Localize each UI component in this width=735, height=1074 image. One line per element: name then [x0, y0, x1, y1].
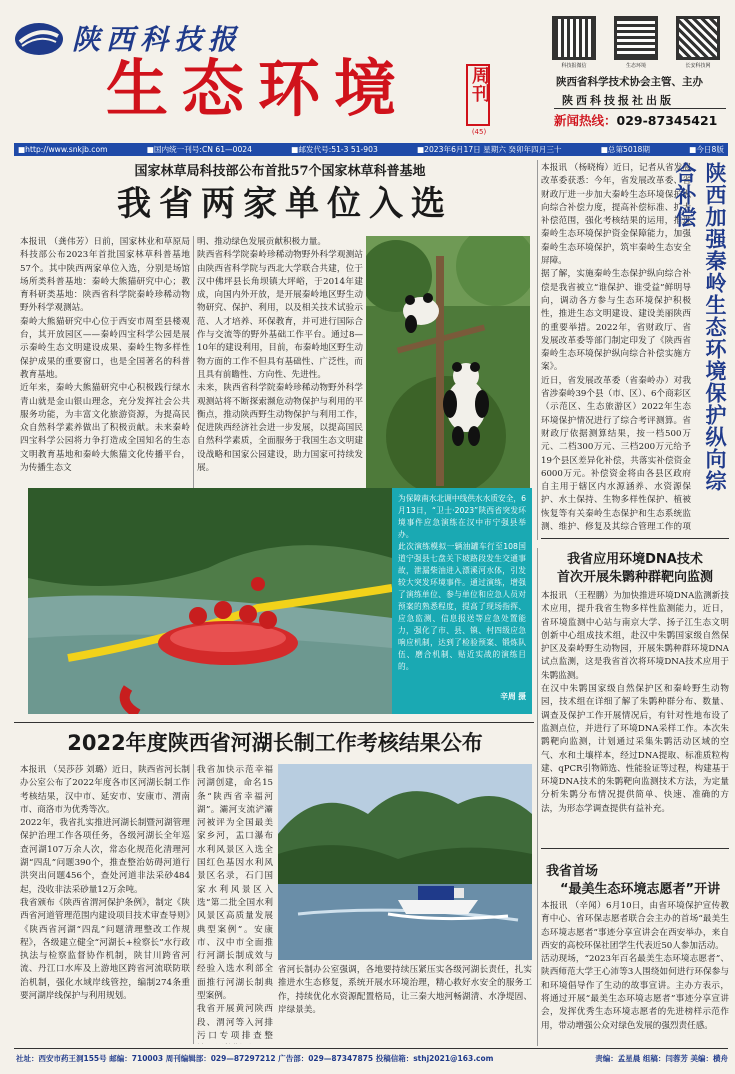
info-bar — [14, 143, 728, 156]
photo-credit: 辛周 摄 — [500, 692, 526, 701]
volunteer-article: 本报讯 （辛闻）6月10日，由省环境保护宣传教育中心、省环保志愿者联合会主办的首场“最美生态环境志愿者”事迹分享宣讲会在西安举办，来自西安的高校环保社团学生代表近50人参加活动。 活动现场，“2023年百名最美生态环境志愿者”、陕西师范大学王心沛等3人围绕如何进行环保参与和环境倡导作了生动的故事宣讲。主办方表示，将通过开展“最美生态环境志愿者”事迹分享宣讲会，发挥优秀生态环境志愿者的先进榜样示范作用，带动增强公众对绿色发展的强烈责任感。 — [541, 901, 729, 1031]
publisher-line-1: 陕西省科学技术协会主管、主办 — [556, 76, 703, 88]
qr-code-icon — [676, 16, 720, 60]
footer-address: 社址：西安市药王洞155号 邮编：710003 周刊编辑部：029—87297212 广告部：029—87347875 投稿信箱：sthj2021@163.com — [16, 1054, 494, 1063]
lead-article-col2: 明、推动绿色发展贡献积极力量。 陕西省科学院秦岭珍稀动物野外科学观测站由陕西省科学院与西北大学联合共建，位于汉中佛坪县长角坝镇大坪峪，于2014年建成，向国内外开放，是开展秦岭地区野生动物研究、保护、利用，以及相关技术试验示范、人才培养、环保教育，并可进行国际合作与交流等的野外基础工作平台。通过8—10年的建设利用，目前，布秦岭地区野生动物方面的工作不但具有基础性、广泛性，而且具有前瞻性、方向性、先进性。 未来，陕西省科学院秦岭珍稀动物野外科学观测站将不断探索濒危动物保护与利用的平衡点，推动陕西野生动物保护与利用工作，促进陕西经济社会进一步发展，以提高国民自然科学素质，全面服务于我国生态文明建设战略和国家公园建设，助力国家可持续发展。 — [197, 237, 363, 474]
footer-editors: 责编：孟星晨 组稿：闫蓉芳 美编：横舟 — [595, 1054, 728, 1063]
dna-headline-line1: 我省应用环境DNA技术 — [567, 552, 703, 567]
photo-caption: 为保障南水北调中线供水水质安全，6月13日，“卫士·2023”陕西省突发环境事件应急演练在汉中市宁强县举办。 此次演练模拟一辆油罐车行至108国道宁强县七盘关下坡路段发生交通事故，泄漏柴油进入漂溪河水体，引发较大突发环境事件。通过演练，增强了演练单位、参与单位和应急人员对预案的熟悉程度，提高了现场指挥、应急监测、信息报送等应急处置能力，强化了市、县、镇、村四级应急响应机制，达到了检验预案、锻炼队伍、磨合机制、贴近实战的演练目的。 — [398, 494, 526, 671]
river-patrol-photo — [278, 764, 532, 960]
qr-code-icon — [552, 16, 596, 60]
publisher-line-2: 陕西科技报社出版 — [562, 94, 674, 107]
lead-kicker: 国家林草局科技部公布首批57个国家林草科普基地 — [134, 164, 426, 179]
info-postal-code: ■邮发代号:51-3 51-903 — [291, 145, 378, 154]
qr-code-group — [552, 16, 724, 72]
info-pages: ■今日8版 — [689, 145, 724, 154]
hotline — [554, 111, 730, 129]
river-article-col3: 省河长制办公室强调，各地要持续压紧压实各级河湖长责任，扎实推进水生态修复，系统开展水环境治理，精心救好水安全的服务工作，持续优化水资源配置格局，让三秦大地河畅湖清、水净堤固、岸绿景美。 — [278, 965, 532, 1015]
hotline-rule — [554, 108, 726, 109]
compensation-headline: 陕西加强秦岭生态环境保护纵向综合补偿 — [673, 162, 728, 492]
dna-headline-line2: 首次开展朱鹮种群靶向监测 — [556, 570, 713, 585]
info-website[interactable]: ■http://www.snkjb.com — [18, 145, 108, 154]
qr-label: 长安科技网 — [685, 63, 711, 69]
qr-code-icon — [614, 16, 658, 60]
info-cn-number: ■国内统一刊号:CN 61—0024 — [146, 145, 252, 154]
weekly-label-box — [466, 64, 490, 126]
hotline-label: 新闻热线： — [554, 113, 617, 128]
paper-name: 陕西科技报 — [72, 23, 243, 56]
photo-caption-box — [392, 488, 532, 714]
paper-logo-icon — [14, 22, 64, 56]
rescue-drill-photo — [28, 488, 392, 714]
river-article-col1: 本报讯 （吴莎莎 刘璐）近日，陕西省河长制办公室公布了2022年度各市区河湖长制工作考核结果，汉中市、延安市、安康市、渭南市、商洛市为优秀等次。 2022年，我省扎实推进河湖长制暨河湖管理保护治理工作各项任务，各级河湖长全年巡查河湖107万余人次，常态化规范化清理河湖“四乱”问题390个，推查整治妨碍河道行洪突出问题456个，查处河道非法采砂484起，没收非法采砂量12万余吨。 我省颁布《陕西省渭河保护条例》，制定《陕西省河道管理范围内建设项目技术审查导则》《陕西省河湖“四乱”问题清理整改工作规程》，各级建立健全“河湖长+检察长”水行政执法与检察监督协作机制，陕甘川跨省河流、丹江口水库及上游地区跨省河流联防联治机制，强化水域岸线管控，编制274条重要河湖岸线保护与利用规划。 — [20, 765, 190, 1002]
qr-label: 生态环境 — [625, 63, 646, 69]
lead-headline: 我省两家单位入选 — [117, 184, 453, 224]
qr-label: 科技报微信 — [561, 63, 587, 69]
hotline-number: 029-87345421 — [616, 113, 718, 128]
masthead — [0, 0, 735, 142]
compensation-article: 本报讯 （杨晓梅）近日，记者从省发展改革委获悉：今年，省发展改革委、省财政厅进一步加大秦岭生态环境保护纵向综合补偿力度，提高补偿标准、扩大补偿范围，强化考核结果的运用，推进秦岭生态环境保护资金保障能力，加强秦岭生态环境保护，筑牢秦岭生态安全屏障。 据了解，实施秦岭生态保护纵向综合补偿是我省被立“谁保护、谁受益”鲜明导向，调动各方参与生态环境保护积极性，推进生态文明建设、建设美丽陕西的重要举措。2022年，省财政厅、省发展改革委等部门制定印发了《陕西省秦岭生态环境保护纵向综合补偿实施方案》。 近日，省发展改革委（省秦岭办）对我省涉秦岭39个县（市、区）、6个商彩区（示范区、生态旅游区）2022年生态环境保护情况进行了综合考评测算。省财政厅依据测算结果，按一档500万元、二档300万元、三档200万元给予19个县区差异化补偿，共落实补偿资金6000万元。补偿资金将由各县区政府自主用于辖区内水源涵养、水资源保护、水土保持、生物多样性保护、植被恢复等有关秦岭生态保护和生态系统监测、维护、修复及其综合管理工作的项 — [541, 163, 691, 532]
volunteer-headline-line2: “最美生态环境志愿者”开讲 — [560, 882, 721, 897]
river-article-col2: 我省加快示范幸福河湖创建，命名15条“陕西省幸福河湖”。灞河支流浐灞河被评为全国最美家乡河，盂口瀑布水利风景区入选全国红色基因水利风景区名录，石门国家水利风景区入选“第二批全国水利风景区高质量发展典型案例”。安康市、汉中市全面推行河湖长制成效与经验入选水利部全面推行河湖长制典型案例。 我省开展黄河陕西段、渭河等入河排污口专项排查整 — [197, 765, 273, 1041]
supplement-title: 生态环境 — [106, 52, 411, 125]
info-issue-total: ■总第5018期 — [600, 145, 650, 154]
lead-article-col1: 本报讯 （龚伟芳）日前，国家林业和草原局科技部公布2023年首批国家林草科普基地57个。其中陕西两家单位入选，分别是场馆场所类科普基地：秦岭大熊猫研究中心；教育科研类基地：陕西省科学院秦岭珍稀动物野外科学观测站。 秦岭大熊猫研究中心位于西安市周至县楼观台，其开放园区——秦岭四宝科学公园是展示秦岭生态文明建设成果、秦岭生物多样性保护成果的重要窗口，也是全国著名的科普教育基地。 近年来，秦岭大熊猫研究中心积极践行绿水青山就是金山银山理念，充分发挥社会公共服务功能，为丰富文化旅游资源，为提高民众自然科学素养做出了积极贡献。未来秦岭四宝科学公园将力争打造成全国知名的生态文明教育基地和秦岭大熊猫文化传播平台，为传播生态文 — [20, 237, 190, 474]
weekly-label: 周刊 — [469, 66, 490, 102]
info-date: ■2023年6月17日 星期六 癸卯年四月三十 — [416, 145, 562, 154]
dna-article: 本报讯 （王程鹏）为加快推进环境DNA监测新技术应用，提升我省生物多样性监测能力，近日，省环境监测中心站与南京大学、扬子江生态文明创新中心组成技术组，赴汉中朱鹮国家级自然保护区及秦岭野生动物园，开展朱鹮种群环境DNA试点监测，这是我省首次将环境DNA技术应用于朱鹮监测。 在汉中朱鹮国家级自然保护区和秦岭野生动物园，技术组在详细了解了朱鹮种群分布、数量、调查及保护工作开展情况后，有针对性地布设了监测点位，并进行了环境DNA采样工作。本次朱鹮靶向监测，计划通过采集朱鹮活动区域的空气、水和土壤样本，经过DNA提取、标准质粒构建、qPCR引物筛选、性能验证等过程，构建基于环境DNA技术的朱鹮靶向监测技术方法，为定量分析朱鹮分布情况提供简单、快速、准确的方法，为形态学调查提供有益补充。 — [541, 591, 729, 814]
panda-photo — [366, 236, 530, 494]
river-headline: 2022年度陕西省河湖长制工作考核结果公布 — [67, 731, 483, 755]
issue-number: (45) — [471, 128, 487, 136]
volunteer-headline-line1: 我省首场 — [546, 864, 599, 879]
